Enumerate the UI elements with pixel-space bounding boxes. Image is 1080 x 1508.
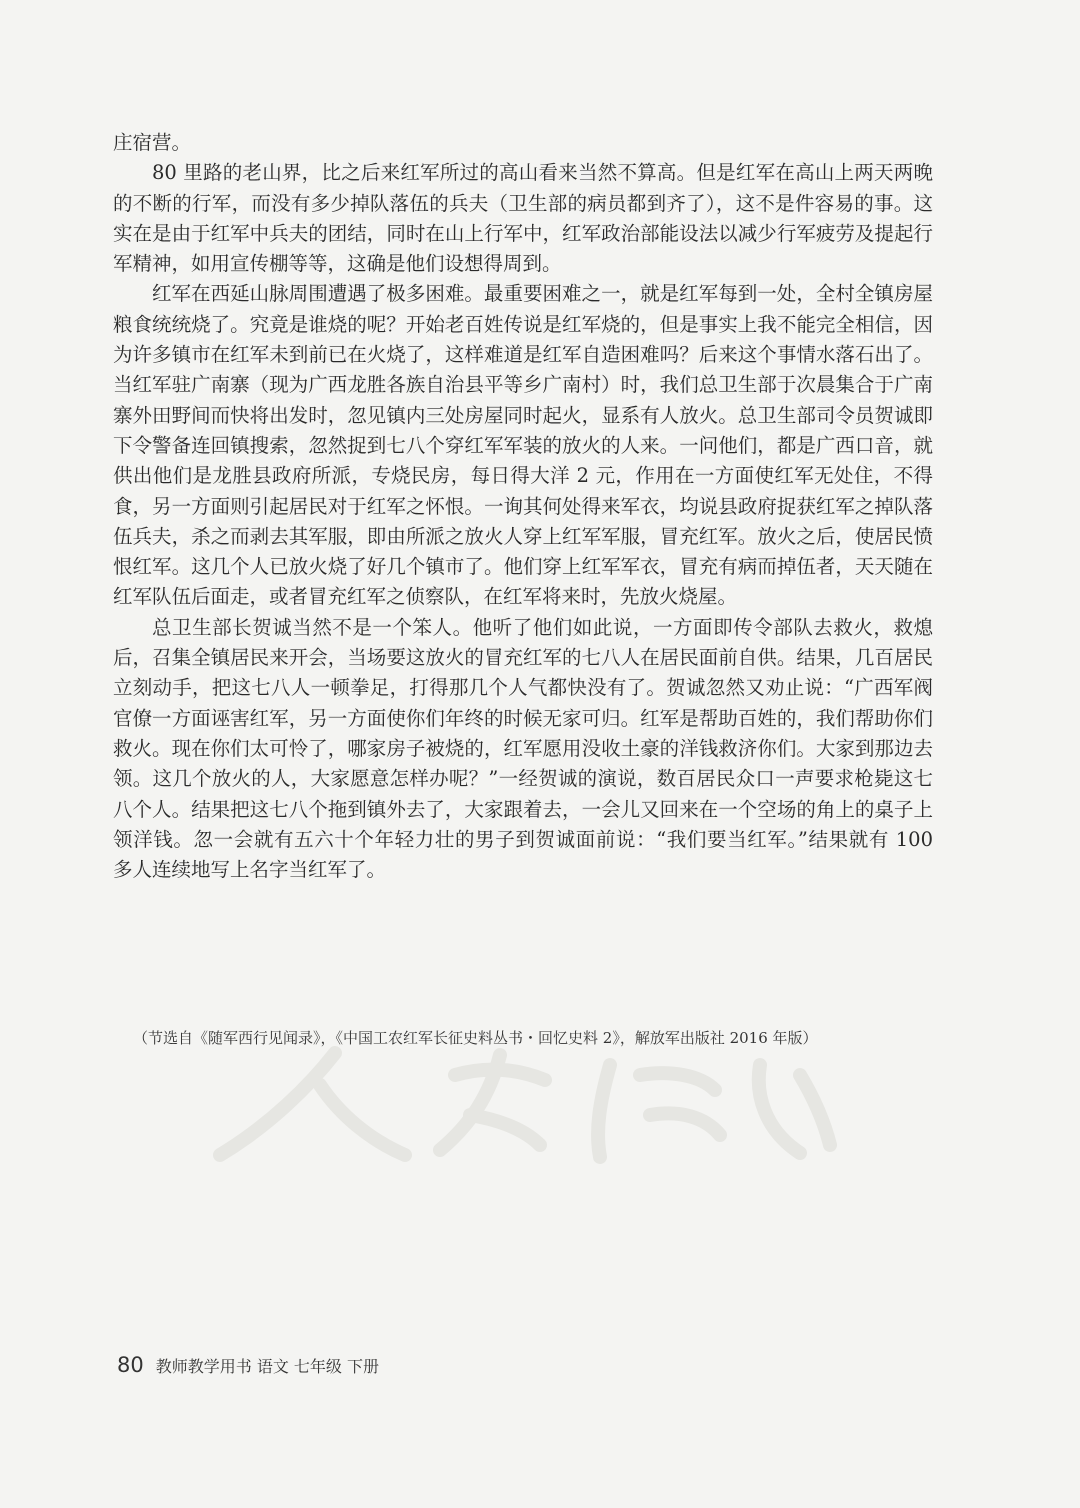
paragraph-3: 红军在西延山脉周围遭遇了极多困难。最重要困难之一，就是红军每到一处，全村全镇房屋粮食统统烧了。究竟是谁烧的呢？开始老百姓传说是红军烧的，但是事实上我不能完全相信，因为许多镇市在红军未到前已在火烧了，这样难道是红军自造困难吗？后来这个事情水落石出了。当红军驻广南寨（现为广西龙胜各族自治县平等乡广南村）时，我们总卫生部于次晨集合于广南寨外田野间而快将出发时，忽见镇内三处房屋同时起火，显系有人放火。总卫生部司令员贺诚即下令警备连回镇搜索，忽然捉到七八个穿红军军装的放火的人来。一问他们，都是广西口音，就供出他们是龙胜县政府所派，专烧民房，每日得大洋 2 元，作用在一方面使红军无处住，不得食，另一方面则引起居民对于红军之怀恨。一询其何处得来军衣，均说县政府捉获红军之掉队落伍兵夫，杀之而剥去其军服，即由所派之放火人穿上红军军服，冒充红军。放火之后，使居民愤恨红军。这几个人已放火烧了好几个镇市了。他们穿上红军军衣，冒充有病而掉伍者，天天随在红军队伍后面走，或者冒充红军之侦察队，在红军将来时，先放火烧屋。 — [113, 282, 933, 609]
paragraph-2: 80 里路的老山界，比之后来红军所过的高山看来当然不算高。但是红军在高山上两天两晚的不断的行军，而没有多少掉队落伍的兵夫（卫生部的病员都到齐了），这不是件容易的事。这实在是由于红军中兵夫的团结，同时在山上行军中，红军政治部能设法以减少行军疲劳及提起行军精神，如用宣传棚等等，这确是他们设想得周到。 — [113, 161, 933, 276]
paragraph-4: 总卫生部长贺诚当然不是一个笨人。他听了他们如此说，一方面即传令部队去救火，救熄后，召集全镇居民来开会，当场要这放火的冒充红军的七八人在居民面前自供。结果，几百居民立刻动手，把这七八人一顿拳足，打得那几个人气都快没有了。贺诚忽然又劝止说：“广西军阀官僚一方面诬害红军，另一方面使你们年终的时候无家可归。红军是帮助百姓的，我们帮助你们救火。现在你们太可怜了，哪家房子被烧的，红军愿用没收土豪的洋钱救济你们。大家到那边去领。这几个放火的人，大家愿意怎样办呢？”一经贺诚的演说，数百居民众口一声要求枪毙这七八个人。结果把这七八个拖到镇外去了，大家跟着去，一会儿又回来在一个空场的角上的桌子上领洋钱。忽一会就有五六十个年轻力壮的男子到贺诚面前说：“我们要当红军。”结果就有 100 多人连续地写上名字当红军了。 — [113, 615, 933, 882]
source-note: （节选自《随军西行见闻录》，《中国工农红军长征史料丛书・回忆史料 2》，解放军出版社 2016 年版） — [133, 1029, 818, 1047]
page-number: 80 — [117, 1353, 144, 1377]
page-footer — [117, 1353, 379, 1383]
paragraph-1: 庄宿营。 — [113, 131, 192, 154]
publisher-watermark — [200, 1045, 850, 1165]
body-text — [113, 128, 933, 885]
book-title: 教师教学用书 语文 七年级 下册 — [155, 1357, 379, 1376]
